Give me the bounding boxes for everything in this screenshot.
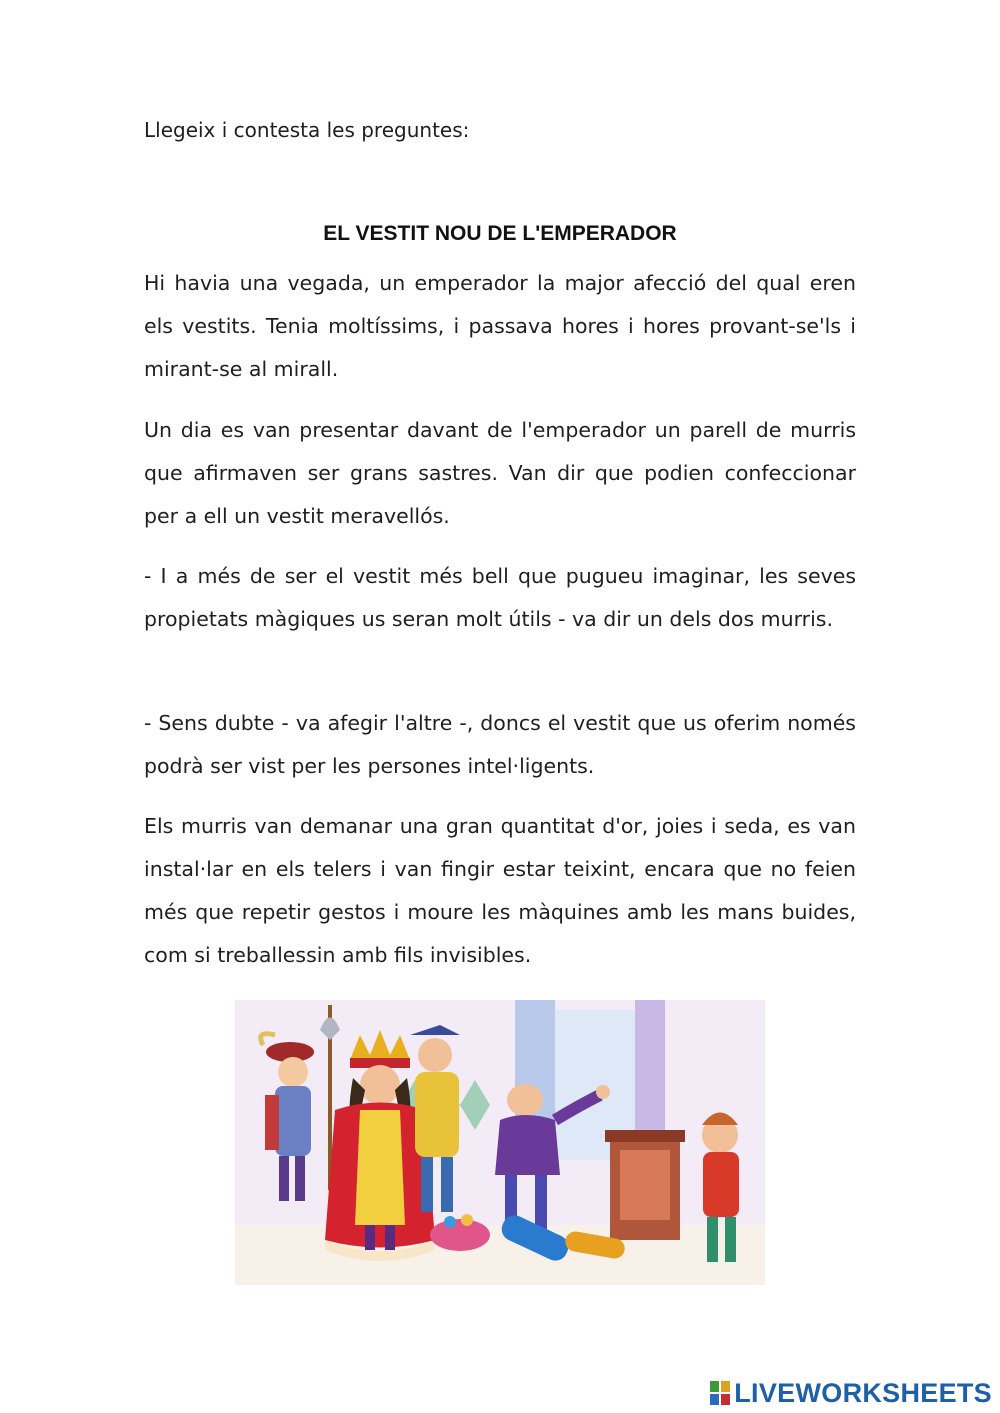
instruction-text: Llegeix i contesta les preguntes: — [144, 118, 470, 142]
story-paragraph: Els murris van demanar una gran quantitat d'or, joies i seda, es van instal·lar en els telers i van fingir estar teixint, encara que no feien més que repetir gestos i moure les màquines amb les mans buides, com si treballessin amb fils invisibles. — [144, 814, 856, 967]
story-paragraph: Un dia es van presentar davant de l'emperador un parell de murris que afirmaven ser grans sastres. Van dir que podien confeccionar per a ell un vestit meravellós. — [144, 418, 856, 528]
liveworksheets-logo-icon — [710, 1381, 730, 1405]
story-illustration — [235, 1000, 765, 1285]
story-paragraph: - I a més de ser el vestit més bell que pugueu imaginar, les seves propietats màgiques us seran molt útils - va dir un dels dos murris. — [144, 564, 856, 631]
story-paragraph: - Sens dubte - va afegir l'altre -, doncs el vestit que us oferim només podrà ser vist per les persones intel·ligents. — [144, 711, 856, 778]
liveworksheets-brand: LIVEWORKSHEETS — [734, 1377, 992, 1408]
story-paragraph: Hi havia una vegada, un emperador la major afecció del qual eren els vestits. Tenia moltíssims, i passava hores i hores provant-se'ls i mirant-se al mirall. — [144, 271, 856, 381]
liveworksheets-logo — [710, 1378, 992, 1408]
story-title: EL VESTIT NOU DE L'EMPERADOR — [323, 222, 677, 245]
